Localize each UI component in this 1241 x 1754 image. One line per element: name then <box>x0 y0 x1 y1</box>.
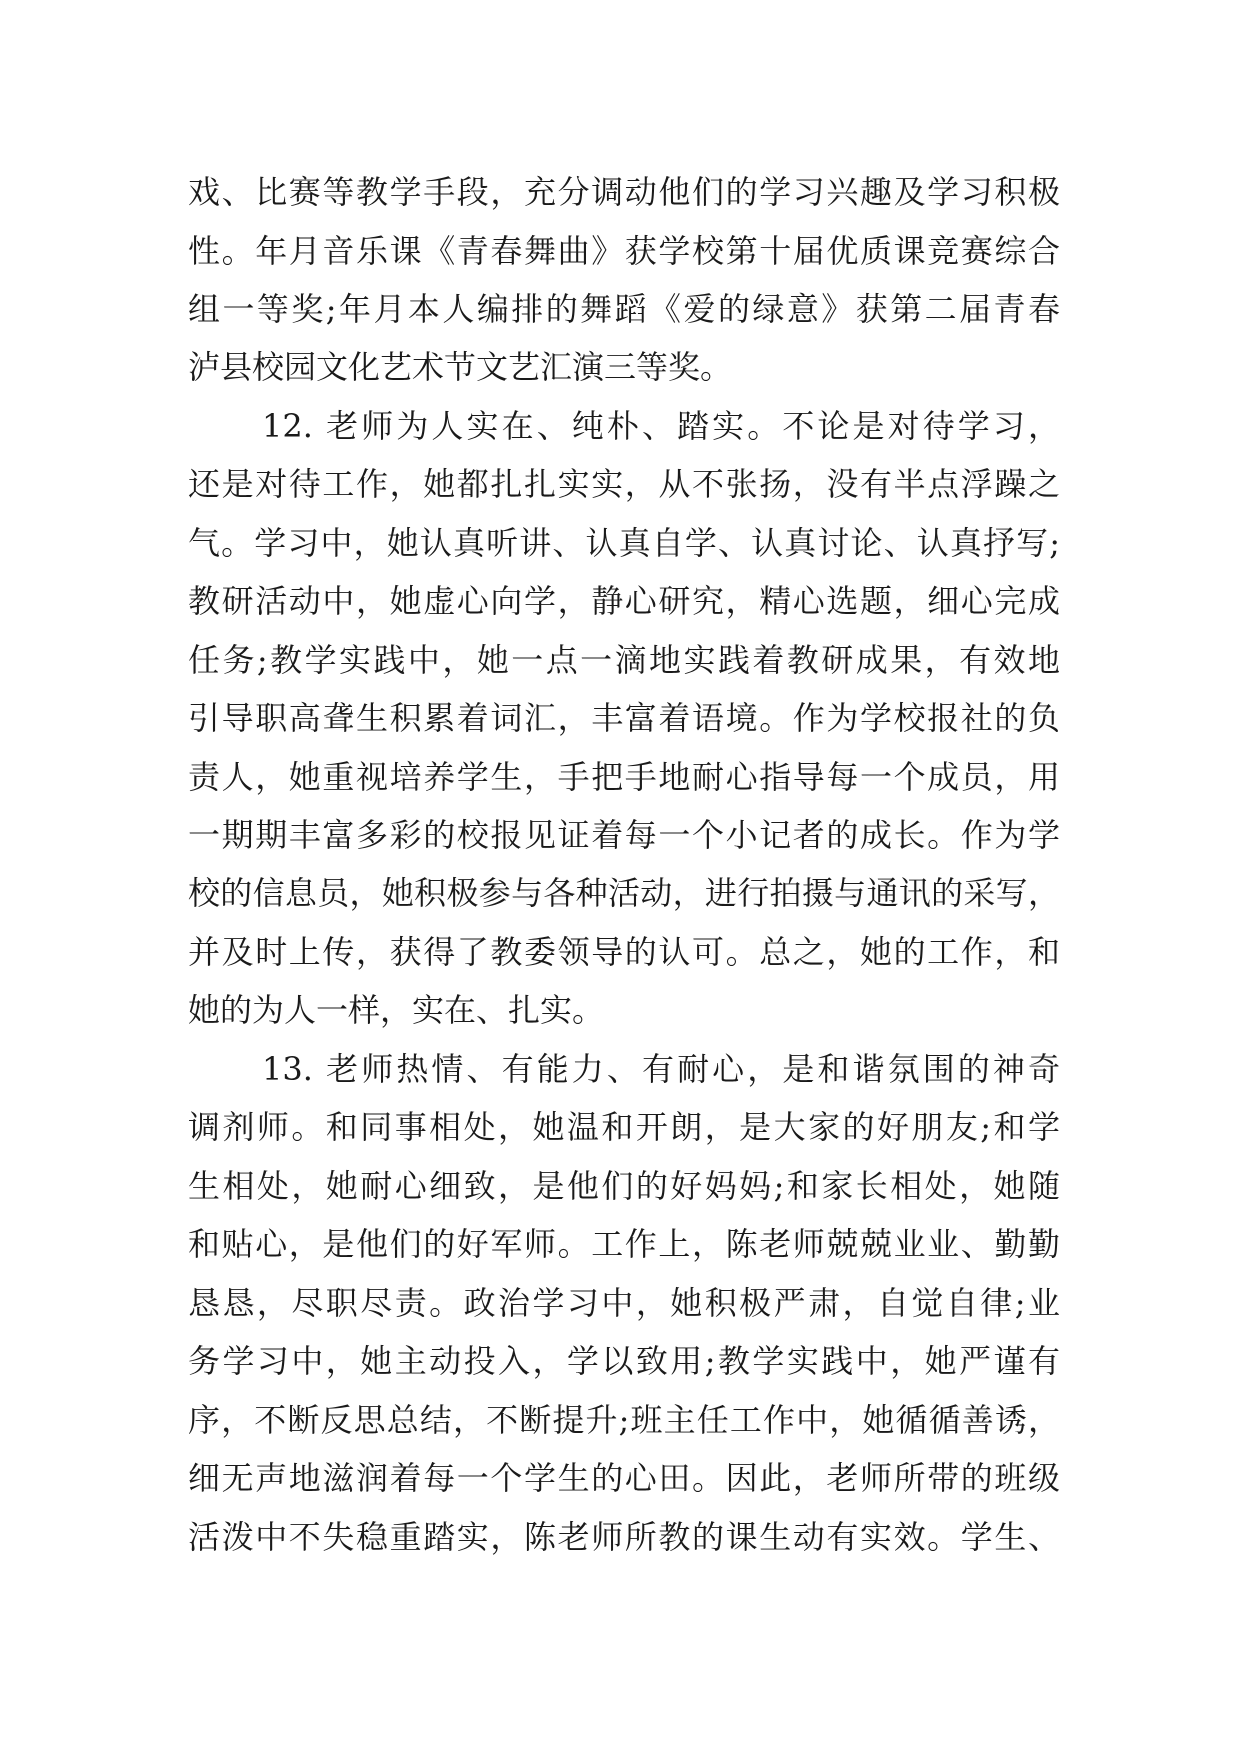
text-line: 并及时上传，获得了教委领导的认可。总之，她的工作，和 <box>188 933 1060 971</box>
text-line: 她的为人一样，实在、扎实。 <box>188 991 605 1029</box>
text-line: 调剂师。和同事相处，她温和开朗，是大家的好朋友;和学 <box>188 1108 1060 1146</box>
text-line: 引导职高聋生积累着词汇，丰富着语境。作为学校报社的负 <box>188 699 1060 737</box>
text-line: 活泼中不失稳重踏实，陈老师所教的课生动有实效。学生、 <box>188 1518 1060 1556</box>
paragraph-12-first-line: 12. 老师为人实在、纯朴、踏实。不论是对待学习， <box>262 407 1060 445</box>
text-line: 责人，她重视培养学生，手把手地耐心指导每一个成员，用 <box>188 758 1060 796</box>
text-line: 教研活动中，她虚心向学，静心研究，精心选题，细心完成 <box>188 582 1060 620</box>
text-line: 气。学习中，她认真听讲、认真自学、认真讨论、认真抒写; <box>188 524 1060 562</box>
paragraph-13-first-line: 13. 老师热情、有能力、有耐心，是和谐氛围的神奇 <box>262 1050 1060 1088</box>
text-line: 戏、比赛等教学手段，充分调动他们的学习兴趣及学习积极 <box>188 173 1060 211</box>
text-line: 组一等奖;年月本人编排的舞蹈《爱的绿意》获第二届青春 <box>188 290 1060 328</box>
text-line: 性。年月音乐课《青春舞曲》获学校第十届优质课竞赛综合 <box>188 232 1060 270</box>
text-line: 任务;教学实践中，她一点一滴地实践着教研成果，有效地 <box>188 641 1060 679</box>
text-line: 还是对待工作，她都扎扎实实，从不张扬，没有半点浮躁之 <box>188 465 1060 503</box>
text-line: 校的信息员，她积极参与各种活动，进行拍摄与通讯的采写， <box>188 874 1060 912</box>
text-line: 恳恳，尽职尽责。政治学习中，她积极严肃，自觉自律;业 <box>188 1284 1060 1322</box>
text-line: 务学习中，她主动投入，学以致用;教学实践中，她严谨有 <box>188 1342 1060 1380</box>
text-line: 生相处，她耐心细致，是他们的好妈妈;和家长相处，她随 <box>188 1167 1060 1205</box>
text-line: 一期期丰富多彩的校报见证着每一个小记者的成长。作为学 <box>188 816 1060 854</box>
text-line: 细无声地滋润着每一个学生的心田。因此，老师所带的班级 <box>188 1459 1060 1497</box>
text-line: 序，不断反思总结，不断提升;班主任工作中，她循循善诱， <box>188 1401 1060 1439</box>
text-line: 泸县校园文化艺术节文艺汇演三等奖。 <box>188 348 733 386</box>
text-line: 和贴心，是他们的好军师。工作上，陈老师兢兢业业、勤勤 <box>188 1225 1060 1263</box>
